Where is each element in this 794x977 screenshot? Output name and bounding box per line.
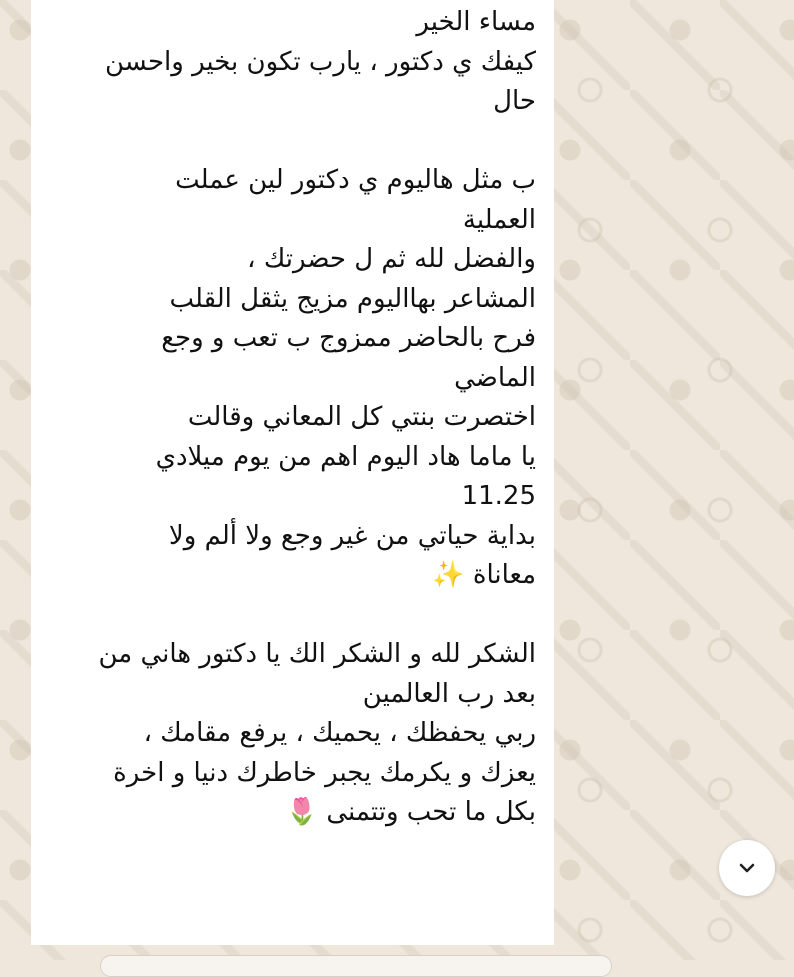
message-line-tulip: بكل ما تحب وتتمنى 🌷 [285,797,536,827]
message-line: يا ماما هاد اليوم اهم من يوم ميلادي [155,441,536,472]
message-line: الماضي [454,362,536,393]
message-line: ربي يحفظك ، يحميك ، يرفع مقامك ، [143,718,536,748]
message-line: العملية [462,204,536,235]
message-line: كيفك ي دكتور ، يارب تكون بخير واحسن [104,46,536,77]
message-line: ب مثل هاليوم ي دكتور لين عملت [175,165,536,195]
message-line: اختصرت بنتي كل المعاني وقالت [187,402,536,432]
message-bubble[interactable] [31,0,554,945]
message-line: 11.25 [461,481,536,511]
message-line-blank [51,122,536,162]
message-line-sparkles: معاناة ✨ [432,560,536,590]
scroll-to-bottom-button[interactable] [719,840,775,896]
message-input-edge[interactable] [100,955,612,977]
message-line: المشاعر بهااليوم مزيج يثقل القلب [169,283,536,314]
message-line-blank [51,596,536,636]
message-line: حال [493,86,536,116]
message-line: الشكر لله و الشكر الك يا دكتور هاني من [98,639,536,669]
chevron-down-icon [735,856,759,880]
message-line: بعد رب العالمين [362,678,536,709]
message-line: يعزك و يكرمك يجبر خاطرك دنيا و اخرة [113,757,536,788]
message-line: فرح بالحاضر ممزوج ب تعب و وجع [161,323,536,353]
message-line: والفضل لله ثم ل حضرتك ، [247,244,536,274]
message-line: مساء الخير [416,7,536,37]
message-text [51,3,536,833]
message-line: بداية حياتي من غير وجع ولا ألم ولا [168,520,536,551]
